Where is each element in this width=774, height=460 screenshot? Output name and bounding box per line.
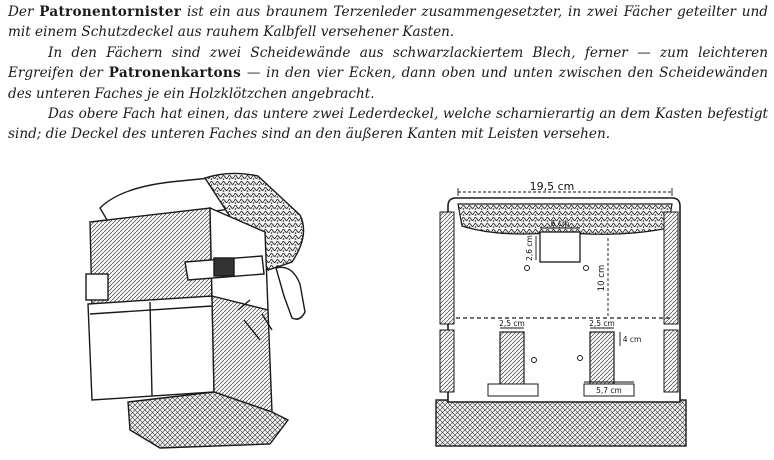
width-dimension-label: 19,5 cm xyxy=(529,180,575,193)
left-slot-label: 2,5 cm xyxy=(499,319,525,328)
term-patronentornister: Patronentornister xyxy=(39,4,182,20)
block-width-label: 6 cm xyxy=(550,219,570,228)
pouch-perspective-drawing xyxy=(86,173,305,448)
paragraph-2-end: — in den vier Ecken, dann oben und unten zwischen den Scheidewänden des unteren Faches je ein Holzklötzchen angebracht. xyxy=(8,65,768,102)
block-height-label: 2,6 cm xyxy=(525,235,534,261)
bottom-block-label: 5,7 cm xyxy=(596,386,622,395)
paragraph-2-start: In den Fächern sind zwei Scheidewände aus schwarzlackiertem Blech, ferner — zum leichteren Ergreifen der xyxy=(8,44,768,82)
compartment-height-label: 10 cm xyxy=(597,264,607,292)
paragraph-1-start: Der xyxy=(8,4,40,20)
right-slot-label: 2,5 cm xyxy=(589,319,615,328)
paragraph-3-text: Das obere Fach hat einen, das untere zwei Lederdeckel, welche scharnierartig an dem Kasten befestigt sind; die Deckel des unteren Faches sind an den äußeren Kanten mit Leisten versehen. xyxy=(8,106,768,143)
term-patronenkartons: Patronenkartons xyxy=(108,65,242,82)
paragraph-1-end: ist ein aus braunem Terzenleder zusammengesetzter, in zwei Fächer geteilter und mit einem Schutzdeckel aus rauhem Kalbfell versehener Kasten. xyxy=(8,4,768,41)
pouch-open-diagram xyxy=(436,180,686,446)
side-dimension-label: 4 cm xyxy=(622,335,642,344)
